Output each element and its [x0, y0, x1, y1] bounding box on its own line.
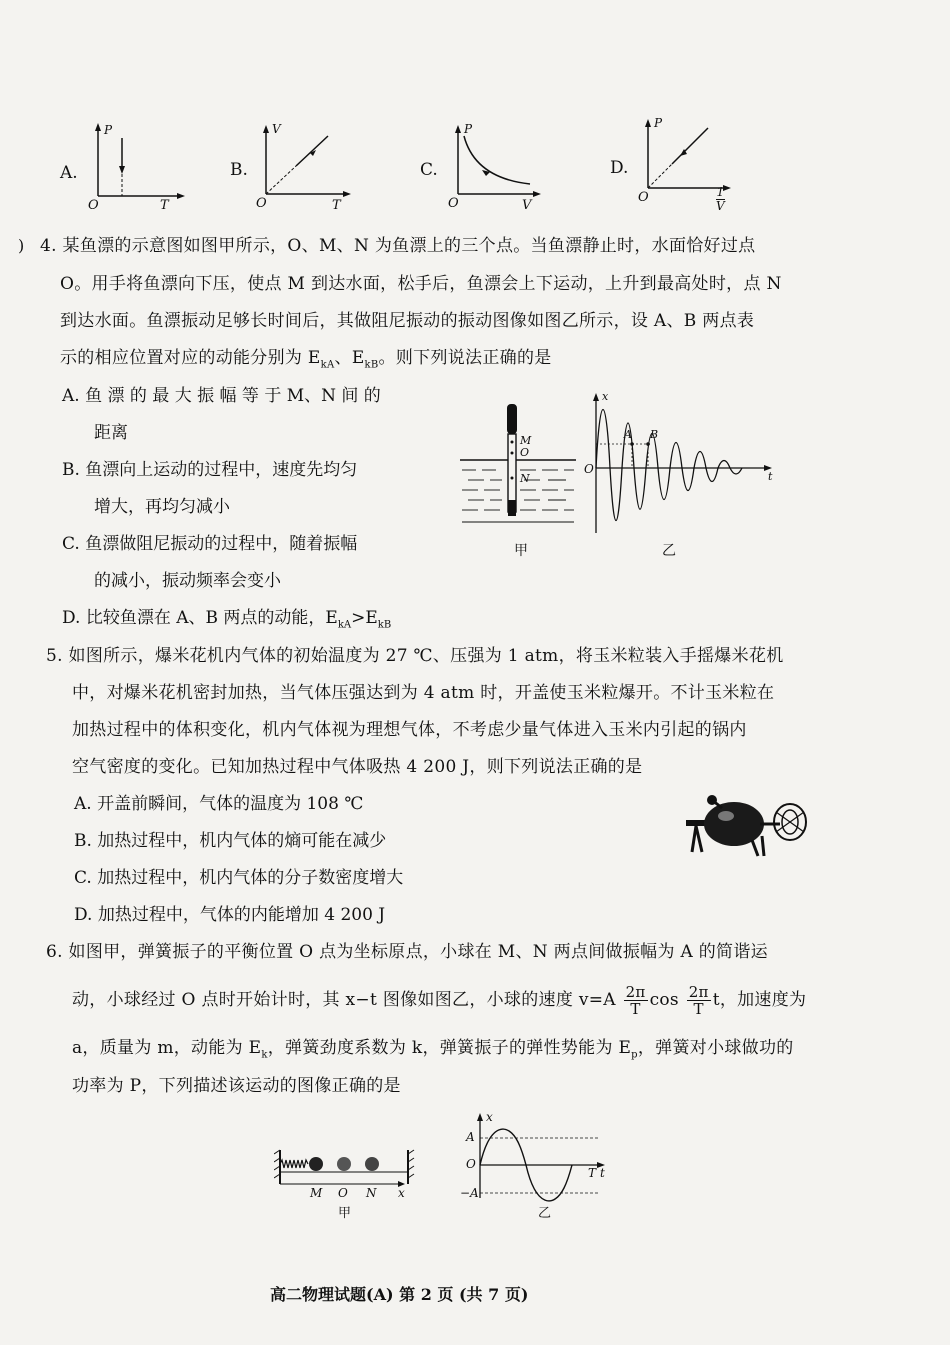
q3-graph-d-x-frac: [716, 186, 725, 213]
q4-option-c-line2: 的减小，振动频率会变小: [94, 571, 281, 591]
q5-line-2: 中，对爆米花机密封加热，当气体压强达到为 4 atm 时，开盖使玉米粒爆开。不计玉米粒在: [72, 683, 775, 703]
q6-fraction-1: [624, 984, 648, 1017]
q6-fig-jia-n: N: [366, 1186, 377, 1200]
q6-fig-yi-T: T: [588, 1166, 597, 1180]
q3-graph-b-label: B.: [230, 160, 248, 180]
q4-line-4: [60, 348, 552, 375]
q6-fig-jia: [274, 1140, 424, 1220]
q3-graph-a-o: O: [88, 198, 99, 213]
q6-fig-yi-neg-a: −A: [460, 1186, 479, 1200]
q6-fraction-1-den: T: [630, 1000, 641, 1018]
q3-graph-b-y: V: [272, 122, 281, 136]
q4-line-2: O。用手将鱼漂向下压，使点 M 到达水面，松手后，鱼漂会上下运动，上升到最高处时，点 N: [60, 274, 782, 294]
q6-line-2: [72, 982, 806, 1018]
q4-option-d: [62, 608, 391, 635]
q4-line-4-b: 、E: [334, 348, 365, 368]
q4-sub-ka: kA: [320, 359, 335, 371]
q4-margin-mark: ): [18, 236, 25, 255]
q4-option-a-line2: 距离: [94, 423, 128, 443]
q4-fig-yi-o: O: [584, 462, 594, 476]
q4-line-1: 4. 某鱼漂的示意图如图甲所示，O、M、N 为鱼漂上的三个点。当鱼漂静止时，水面恰好过点: [40, 236, 756, 256]
q3-graph-c-label: C.: [420, 160, 438, 180]
q3-graph-a-plot: [60, 118, 190, 218]
q6-line-3-c: ，弹簧对小球做功的: [637, 1038, 794, 1058]
q6-fig-yi-plot: [460, 1110, 620, 1205]
q3-graph-d-x-den: V: [716, 199, 725, 213]
q4-line-3: 到达水面。鱼漂振动足够长时间后，其做阻尼振动的振动图像如图乙所示，设 A、B 两点表: [60, 311, 755, 331]
q5-option-d: D. 加热过程中，气体的内能增加 4 200 J: [74, 905, 386, 925]
q5-line-1: 5. 如图所示，爆米花机内气体的初始温度为 27 ℃、压强为 1 atm，将玉米粒装入手摇爆米花机: [46, 646, 784, 666]
q5-option-c: C. 加热过程中，机内气体的分子数密度增大: [74, 868, 404, 888]
q4-option-d-text: D. 比较鱼漂在 A、B 两点的动能，E: [62, 608, 338, 628]
page-footer: 高二物理试题(A) 第 2 页 (共 7 页): [270, 1285, 529, 1304]
q4-fig-jia-n: N: [520, 472, 530, 485]
q6-line-1: 6. 如图甲，弹簧振子的平衡位置 O 点为坐标原点，小球在 M、N 两点间做振幅为 A 的简谐运: [46, 942, 768, 962]
q3-graph-c-o: O: [448, 196, 459, 211]
q3-graph-b-o: O: [256, 196, 267, 211]
q4-fig-jia-o: O: [520, 446, 530, 459]
q3-graph-a-x: T: [160, 198, 169, 213]
q4-fig-jia-drawing: [456, 400, 586, 535]
q6-fig-jia-o: O: [338, 1186, 348, 1200]
q4-fig-yi-b: B: [650, 428, 659, 441]
q5-option-b: B. 加热过程中，机内气体的熵可能在减少: [74, 831, 387, 851]
q4-fig-yi-a: A: [624, 428, 632, 441]
q6-fig-yi-caption: 乙: [538, 1206, 552, 1221]
q4-fig-yi-x: x: [602, 390, 609, 403]
popcorn-machine-image: [682, 790, 812, 870]
q4-option-b-line2: 增大，再均匀减小: [94, 497, 230, 517]
q6-fraction-2: [687, 984, 711, 1017]
q3-graph-d-x-num: 1: [716, 185, 725, 199]
q4-option-d-sub1: kA: [337, 619, 352, 631]
q6-line-4: 功率为 P，下列描述该运动的图像正确的是: [72, 1076, 401, 1096]
q3-graph-a-y: P: [104, 123, 113, 137]
q6-fig-yi-a: A: [466, 1130, 475, 1144]
q4-option-a-line1: A. 鱼 漂 的 最 大 振 幅 等 于 M、N 间 的: [62, 386, 381, 406]
q4-fig-yi-caption: 乙: [662, 543, 676, 559]
q3-graph-c-y: P: [464, 122, 473, 136]
q4-fig-jia: [456, 400, 586, 560]
q6-fig-jia-m: M: [310, 1186, 323, 1200]
q3-graph-a-label: A.: [60, 163, 78, 183]
q4-option-d-gt: >E: [351, 608, 378, 628]
q3-graph-c-x: V: [522, 198, 532, 213]
q3-graph-a: [60, 118, 190, 218]
q6-cos: cos: [649, 990, 679, 1010]
q4-option-b-line1: B. 鱼漂向上运动的过程中，速度先均匀: [62, 460, 358, 480]
q3-graph-c: [420, 118, 550, 218]
q3-graph-b: [230, 118, 360, 218]
q4-fig-yi-plot: [582, 388, 782, 538]
q3-graph-d: [610, 112, 750, 222]
q6-line-3-b: ，弹簧劲度系数为 k，弹簧振子的弹性势能为 E: [267, 1038, 632, 1058]
q6-line-3-a: a，质量为 m，动能为 E: [72, 1038, 262, 1058]
q3-graph-d-y: P: [654, 116, 663, 130]
q4-line-4-c: 。则下列说法正确的是: [378, 348, 552, 368]
q3-graph-d-label: D.: [610, 158, 629, 178]
q6-line-3-sub1: k: [261, 1049, 268, 1061]
q4-fig-jia-caption: 甲: [514, 543, 528, 559]
q4-fig-yi: [582, 388, 782, 563]
q4-sub-kb: kB: [364, 359, 379, 371]
q6-fig-jia-caption: 甲: [338, 1206, 352, 1221]
q5-option-a: A. 开盖前瞬间，气体的温度为 108 ℃: [74, 794, 364, 814]
q6-fraction-1-num: 2π: [625, 983, 646, 1001]
q6-fig-yi-o: O: [466, 1157, 476, 1171]
q3-graph-d-o: O: [638, 190, 649, 205]
q6-fraction-2-den: T: [693, 1000, 704, 1018]
q5-line-4: 空气密度的变化。已知加热过程中气体吸热 4 200 J，则下列说法正确的是: [72, 757, 643, 777]
q4-option-c-line1: C. 鱼漂做阻尼振动的过程中，随着振幅: [62, 534, 358, 554]
q5-line-3: 加热过程中的体积变化，机内气体视为理想气体，不考虑少量气体进入玉米内引起的锅内: [72, 720, 747, 740]
q6-line-2-post: t，加速度为: [712, 990, 807, 1010]
q4-fig-jia-m: M: [520, 434, 532, 447]
q6-line-3: [72, 1038, 794, 1065]
q6-line-2-pre: 动，小球经过 O 点时开始计时，其 x−t 图像如图乙，小球的速度 v=A: [72, 990, 616, 1010]
q6-fig-yi: [460, 1110, 620, 1220]
q6-line-3-sub2: p: [631, 1049, 638, 1061]
q3-graph-d-plot: [610, 112, 750, 222]
q6-fig-yi-x: x: [486, 1110, 493, 1124]
q6-fraction-2-num: 2π: [688, 983, 709, 1001]
q6-fig-yi-t: t: [600, 1166, 605, 1180]
q4-line-4-a: 示的相应位置对应的动能分别为 E: [60, 348, 321, 368]
q4-option-d-sub2: kB: [377, 619, 392, 631]
q6-fig-jia-x: x: [398, 1186, 405, 1200]
q4-fig-yi-t: t: [768, 470, 773, 483]
q3-graph-b-x: T: [332, 198, 341, 213]
